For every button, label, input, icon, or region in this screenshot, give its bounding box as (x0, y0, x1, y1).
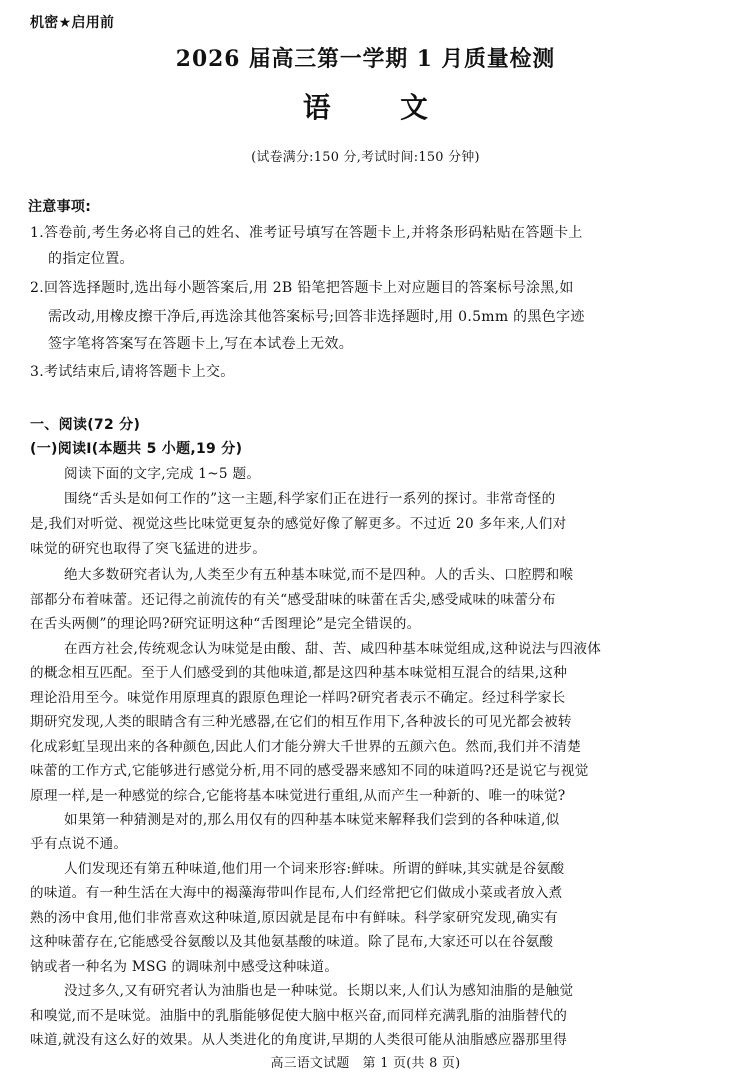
section-subtitle: (一)阅读Ⅰ(本题共 5 小题,19 分) (30, 441, 243, 457)
passage-line: 的味道。有一种生活在大海中的褐藻海带叫作昆布,人们经常把它们做成小菜或者放入煮 (30, 885, 563, 901)
passage-line: 这种味蕾存在,它能感受谷氨酸以及其他氨基酸的味道。除了昆布,大家还可以在谷氨酸 (30, 934, 554, 950)
note-line: 3.考试结束后,请将答题卡上交。 (30, 364, 235, 380)
subject-char-2: 文 (400, 91, 429, 124)
passage-line: 味觉的研究也取得了突飞猛进的进步。 (30, 541, 267, 557)
passage-line: 没过多久,又有研究者认为油脂也是一种味觉。长期以来,人们认为感知油脂的是触觉 (64, 983, 574, 999)
passage-line: 部都分布着味蕾。还记得之前流传的有关“感受甜味的味蕾在舌尖,感受咸味的味蕾分布 (30, 592, 556, 608)
note-line: 1.答卷前,考生务必将自己的姓名、准考证号填写在答题卡上,并将条形码粘贴在答题卡上 (30, 225, 583, 241)
passage-line: 围绕“舌头是如何工作的”这一主题,科学家们正在进行一系列的探讨。非常奇怪的 (64, 491, 556, 507)
passage-line: 乎有点说不通。 (30, 836, 128, 852)
passage-line: 理论沿用至今。味觉作用原理真的跟原色理论一样吗?研究者表示不确定。经过科学家长 (30, 690, 566, 706)
passage-line: 绝大多数研究者认为,人类至少有五种基本味觉,而不是四种。人的舌头、口腔腭和喉 (64, 567, 574, 583)
exam-info: (试卷满分:150 分,考试时间:150 分钟) (251, 150, 480, 165)
subject-title (0, 86, 731, 126)
passage-line: 熟的汤中食用,他们非常喜欢这种味道,原因就是昆布中有鲜味。科学家研究发现,确实有 (30, 910, 558, 926)
section-title: 一、阅读(72 分) (30, 417, 141, 433)
confidential-label: 机密★启用前 (30, 15, 115, 31)
page-footer: 高三语文试题 第 1 页(共 8 页) (270, 1056, 461, 1071)
subject-char-1: 语 (302, 91, 331, 124)
exam-title: 2026 届高三第一学期 1 月质量检测 (175, 46, 556, 72)
note-line: 的指定位置。 (48, 251, 134, 267)
passage-line: 的概念相互匹配。至于人们感受到的其他味道,都是这四种基本味觉相互混合的结果,这种 (30, 665, 568, 681)
notes-heading: 注意事项: (28, 199, 92, 215)
passage-line: 味道,就没有这么好的效果。从人类进化的角度讲,早期的人类很可能从油脂感应器那里得 (30, 1032, 568, 1048)
passage-line: 化成彩虹呈现出来的各种颜色,因此人们才能分辨大千世界的五颜六色。然而,我们并不清楚 (30, 739, 582, 755)
passage-line: 味蕾的工作方式,它能够进行感觉分析,用不同的感受器来感知不同的味道吗?还是说它与视觉 (30, 763, 589, 779)
passage-line: 人们发现还有第五种味道,他们用一个词来形容:鲜味。所谓的鲜味,其实就是谷氨酸 (64, 861, 565, 877)
note-line: 需改动,用橡皮擦干净后,再选涂其他答案标号;回答非选择题时,用 0.5mm 的黑色字迹 (48, 309, 585, 325)
passage-line: 在西方社会,传统观念认为味觉是由酸、甜、苦、咸四种基本味觉组成,这种说法与四液体 (64, 641, 602, 657)
passage-line: 在舌头两侧”的理论吗?研究证明这种“舌图理论”是完全错误的。 (30, 616, 421, 632)
passage-line: 原理一样,是一种感觉的综合,它能将基本味觉进行重组,从而产生一种新的、唯一的味觉? (30, 788, 566, 804)
note-line: 2.回答选择题时,选出每小题答案后,用 2B 铅笔把答题卡上对应题目的答案标号涂黑,如 (30, 280, 574, 296)
passage-line: 期研究发现,人类的眼睛含有三种光感器,在它们的相互作用下,各种波长的可见光都会被转 (30, 714, 572, 730)
note-line: 签字笔将答案写在答题卡上,写在本试卷上无效。 (48, 336, 354, 352)
passage-line: 钠或者一种名为 MSG 的调味剂中感受这种味道。 (30, 959, 339, 975)
passage-line: 是,我们对听觉、视觉这些比味觉更复杂的感觉好像了解更多。不过近 20 多年来,人们对 (30, 516, 567, 532)
passage-line: 和嗅觉,而不是味觉。油脂中的乳脂能够促使大脑中枢兴奋,而同样充满乳脂的油脂替代的 (30, 1008, 568, 1024)
instruction-text: 阅读下面的文字,完成 1~5 题。 (64, 466, 261, 482)
passage-line: 如果第一种猜测是对的,那么用仅有的四种基本味觉来解释我们尝到的各种味道,似 (64, 812, 560, 828)
